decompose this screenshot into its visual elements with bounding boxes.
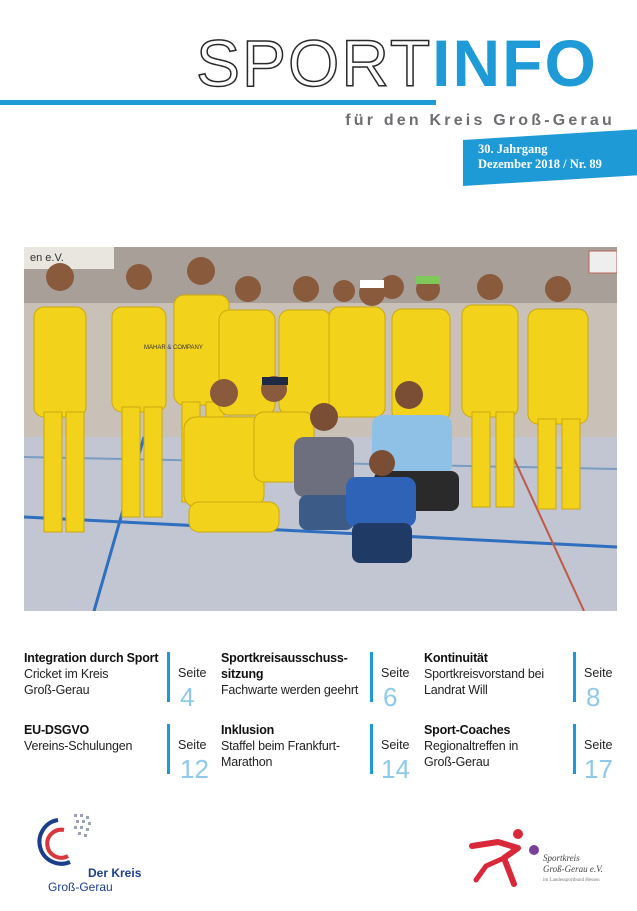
title-sport: SPORT xyxy=(196,26,433,100)
toc-page-number: 12 xyxy=(180,754,209,784)
toc-subline: Vereins-Schulungen xyxy=(24,739,133,753)
title-rule xyxy=(0,100,436,105)
toc-divider xyxy=(167,724,170,774)
toc-subline: Staffel beim Frankfurt- xyxy=(221,739,340,753)
toc-heading: Kontinuität xyxy=(424,651,488,665)
shirt-print: MAHAR & COMPANY xyxy=(144,345,203,351)
sportkreis-logo-line3: im Landessportbund Hessen xyxy=(543,878,600,883)
toc-seite-label: Seite xyxy=(381,738,410,752)
kreis-logo-text xyxy=(48,866,141,894)
issue-number: Dezember 2018 / Nr. 89 xyxy=(478,157,602,171)
toc-divider xyxy=(370,652,373,702)
kreis-logo-icon xyxy=(30,812,100,872)
cover-photo xyxy=(24,247,617,611)
toc-heading: Inklusion xyxy=(221,723,275,737)
magazine-subtitle: für den Kreis Groß-Gerau xyxy=(345,112,615,129)
toc-divider xyxy=(573,724,576,774)
toc-heading: Sportkreisausschuss- xyxy=(221,651,348,665)
sportkreis-logo-text xyxy=(543,853,603,886)
toc-seite-label: Seite xyxy=(584,666,613,680)
toc-divider xyxy=(167,652,170,702)
toc-subline: Groß-Gerau xyxy=(24,683,90,697)
toc-subline: Fachwarte werden geehrt xyxy=(221,683,359,697)
toc-seite-label: Seite xyxy=(178,666,207,680)
toc-heading: Integration durch Sport xyxy=(24,651,159,665)
toc-heading: EU-DSGVO xyxy=(24,723,90,737)
toc-subline: Groß-Gerau xyxy=(424,755,490,769)
sportkreis-logo-line1: Sportkreis xyxy=(543,853,580,863)
toc-page-number: 8 xyxy=(586,682,601,712)
toc-divider xyxy=(370,724,373,774)
toc-subline: Cricket im Kreis xyxy=(24,667,109,681)
toc-seite-label: Seite xyxy=(381,666,410,680)
toc-page-number: 14 xyxy=(381,754,410,784)
kreis-logo-line1: Der Kreis xyxy=(88,866,142,880)
toc-entry-kontinuitaet[interactable] xyxy=(424,650,574,698)
sportkreis-logo-icon xyxy=(468,828,540,890)
toc-subline: Landrat Will xyxy=(424,683,488,697)
wall-sign: en e.V. xyxy=(30,252,64,264)
toc-subline: Marathon xyxy=(221,755,273,769)
toc-heading: Sport-Coaches xyxy=(424,723,511,737)
toc-seite-label: Seite xyxy=(178,738,207,752)
toc-page-number: 6 xyxy=(383,682,398,712)
kreis-logo-line2: Groß-Gerau xyxy=(48,880,113,894)
title-info: INFO xyxy=(432,26,598,100)
toc-divider xyxy=(573,652,576,702)
magazine-title xyxy=(196,28,598,98)
issue-info xyxy=(478,142,602,172)
team-photo-illustration xyxy=(24,247,617,611)
issue-volume: 30. Jahrgang xyxy=(478,142,548,156)
toc-heading-cont: sitzung xyxy=(221,667,264,681)
toc-page-number: 4 xyxy=(180,682,195,712)
toc-subline: Regionaltreffen in xyxy=(424,739,519,753)
toc-subline: Sportkreisvorstand bei xyxy=(424,667,544,681)
sportkreis-logo-line2: Groß-Gerau e.V. xyxy=(543,864,603,874)
toc-seite-label: Seite xyxy=(584,738,613,752)
toc-page-number: 17 xyxy=(584,754,613,784)
toc-entry-sportcoaches[interactable] xyxy=(424,722,574,770)
